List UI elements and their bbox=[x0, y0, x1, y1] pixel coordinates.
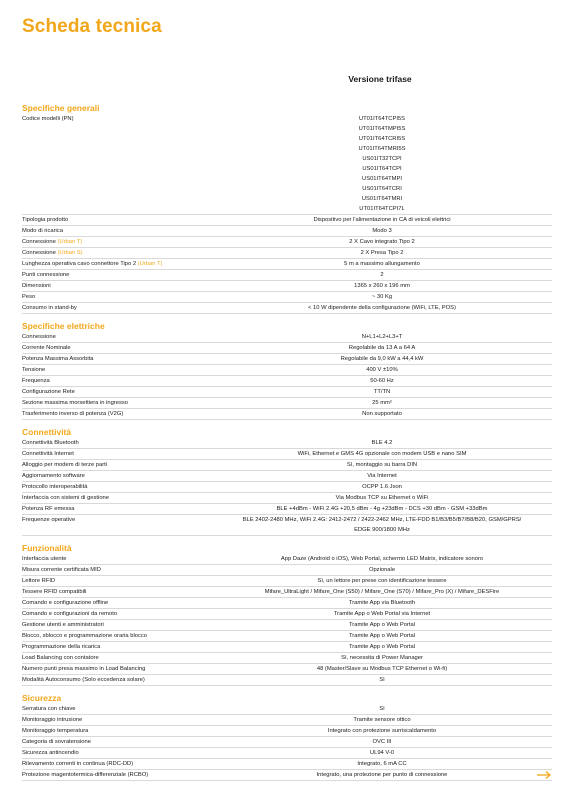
spec-label-text: Connettività Bluetooth bbox=[22, 440, 79, 446]
spec-label bbox=[22, 281, 212, 291]
spec-row bbox=[22, 504, 552, 515]
spec-value bbox=[212, 376, 552, 386]
spec-table bbox=[22, 102, 552, 781]
spec-label-text: Misura corrente certificata MID bbox=[22, 567, 101, 573]
spec-label bbox=[22, 292, 212, 302]
spec-label bbox=[22, 565, 212, 575]
spec-label bbox=[22, 460, 212, 470]
spec-value bbox=[212, 653, 552, 663]
spec-label bbox=[22, 504, 212, 514]
spec-value-line: 2 X Cavo integrato Tipo 2 bbox=[349, 239, 415, 245]
spec-row bbox=[22, 471, 552, 482]
spec-row bbox=[22, 365, 552, 376]
spec-value bbox=[212, 438, 552, 448]
spec-value-line: BLE 4.2 bbox=[371, 440, 393, 446]
spec-label-text: Connessione bbox=[22, 250, 56, 256]
spec-value-line: BLE +4dBm - WiFi 2.4G +20,5 dBm - 4g +23dBm - DCS +30 dBm - GSM +33dBm bbox=[276, 506, 488, 512]
spec-value bbox=[212, 587, 552, 597]
column-header: Versione trifase bbox=[348, 74, 412, 84]
spec-row bbox=[22, 748, 552, 759]
spec-label-text: Connessione bbox=[22, 239, 56, 245]
spec-value-line: UT01IT64TMPI5S bbox=[358, 126, 406, 132]
spec-value-line: EDGE 900/1800 MHz bbox=[354, 527, 410, 533]
spec-label bbox=[22, 493, 212, 503]
spec-value bbox=[212, 515, 552, 535]
spec-label-text: Aggiornamento software bbox=[22, 473, 85, 479]
spec-label bbox=[22, 554, 212, 564]
spec-value-line: US01IT64TMRI bbox=[361, 196, 403, 202]
section-title: Specifiche elettriche bbox=[22, 321, 105, 331]
spec-value-line: Tramite App o Web Portal bbox=[348, 622, 416, 628]
spec-value bbox=[212, 471, 552, 481]
spec-label-text: Codice modelli (PN) bbox=[22, 116, 74, 122]
spec-label bbox=[22, 365, 212, 375]
spec-value bbox=[212, 576, 552, 586]
spec-label-text: Lettore RFID bbox=[22, 578, 56, 584]
spec-value-line: 400 V ±10% bbox=[366, 367, 398, 373]
spec-label-text: Punti connessione bbox=[22, 272, 70, 278]
spec-label-text: Connessione bbox=[22, 334, 56, 340]
arrow-right-icon[interactable] bbox=[536, 770, 552, 780]
spec-label bbox=[22, 598, 212, 608]
spec-value-line: Tramite App o Web Portal bbox=[348, 644, 416, 650]
spec-value-line: Tramite App o Web Portal via Internet bbox=[333, 611, 431, 617]
spec-label bbox=[22, 354, 212, 364]
spec-value-line: Opzionale bbox=[368, 567, 396, 573]
spec-label bbox=[22, 704, 212, 714]
spec-label-text: Frequenza bbox=[22, 378, 50, 384]
spec-value-line: Integrato, una protezione per punto di connessione bbox=[316, 772, 448, 778]
spec-label-text: Interfaccia con sistemi di gestione bbox=[22, 495, 109, 501]
spec-value-line: Sì bbox=[379, 677, 385, 683]
spec-label bbox=[22, 114, 212, 214]
spec-label bbox=[22, 664, 212, 674]
spec-label-text: Lunghezza operativa cavo connettore Tipo 2 bbox=[22, 261, 137, 267]
spec-value bbox=[212, 215, 552, 225]
spec-value-line: Via Modbus TCP su Ethernet o WiFi bbox=[335, 495, 429, 501]
spec-row bbox=[22, 292, 552, 303]
spec-value bbox=[212, 303, 552, 313]
spec-label-text: Corrente Nominale bbox=[22, 345, 71, 351]
spec-label bbox=[22, 576, 212, 586]
spec-row bbox=[22, 237, 552, 248]
spec-value-line: TT/TN bbox=[373, 389, 391, 395]
spec-label bbox=[22, 449, 212, 459]
spec-row bbox=[22, 449, 552, 460]
spec-value bbox=[212, 715, 552, 725]
spec-label bbox=[22, 620, 212, 630]
spec-label-text: Modalità Autoconsumo (Solo eccedenza solare) bbox=[22, 677, 145, 683]
spec-row bbox=[22, 482, 552, 493]
spec-value-line: Via Internet bbox=[367, 473, 397, 479]
spec-label-text: Potenza Massima Assorbita bbox=[22, 356, 94, 362]
spec-row bbox=[22, 259, 552, 270]
spec-value bbox=[212, 292, 552, 302]
spec-value-line: OCPP 1.6 Json bbox=[362, 484, 402, 490]
spec-label bbox=[22, 248, 212, 258]
spec-row bbox=[22, 354, 552, 365]
spec-value bbox=[212, 642, 552, 652]
spec-value bbox=[212, 387, 552, 397]
spec-value bbox=[212, 237, 552, 247]
spec-row bbox=[22, 226, 552, 237]
spec-value-line: WiFi, Ethernet e GMS 4G opzionale con modem USB e nano SIM bbox=[297, 451, 467, 457]
spec-value bbox=[212, 365, 552, 375]
spec-row bbox=[22, 554, 552, 565]
spec-row bbox=[22, 248, 552, 259]
section-title: Funzionalità bbox=[22, 543, 72, 553]
spec-row bbox=[22, 281, 552, 292]
spec-row bbox=[22, 332, 552, 343]
spec-label bbox=[22, 631, 212, 641]
spec-label bbox=[22, 215, 212, 225]
spec-label-text: Rilevamento correnti in continua (RDC-DD) bbox=[22, 761, 134, 767]
spec-value bbox=[212, 460, 552, 470]
spec-label-variant: (Urban T) bbox=[57, 239, 83, 245]
spec-label-text: Alloggio per modem di terze parti bbox=[22, 462, 108, 468]
spec-label-text: Peso bbox=[22, 294, 36, 300]
spec-value bbox=[212, 449, 552, 459]
spec-value-line: Integrato, 6 mA CC bbox=[357, 761, 407, 767]
spec-value-line: ~ 30 Kg bbox=[371, 294, 393, 300]
spec-value bbox=[212, 737, 552, 747]
spec-row bbox=[22, 515, 552, 536]
spec-value-line: N+L1+L2+L3+T bbox=[361, 334, 403, 340]
spec-value-line: UT01IT64TCPI7L bbox=[359, 206, 405, 212]
spec-value bbox=[212, 332, 552, 342]
spec-label-text: Frequenze operative bbox=[22, 517, 76, 523]
spec-label-text: Potenza RF emessa bbox=[22, 506, 75, 512]
spec-value bbox=[212, 482, 552, 492]
spec-label-text: Programmazione della ricarica bbox=[22, 644, 101, 650]
spec-row bbox=[22, 631, 552, 642]
spec-row bbox=[22, 387, 552, 398]
spec-value-line: Non supportato bbox=[362, 411, 402, 417]
spec-label-text: Comando e configurazione offline bbox=[22, 600, 109, 606]
spec-row bbox=[22, 409, 552, 420]
spec-label-text: Comando e configurazioni da remoto bbox=[22, 611, 118, 617]
spec-label-text: Protezione magentotermica-differenziale (RCBO) bbox=[22, 772, 149, 778]
spec-value-line: 50-60 Hz bbox=[370, 378, 394, 384]
spec-value bbox=[212, 609, 552, 619]
spec-label-text: Configurazione Rete bbox=[22, 389, 75, 395]
spec-value bbox=[212, 704, 552, 714]
spec-label bbox=[22, 398, 212, 408]
spec-value bbox=[212, 565, 552, 575]
spec-value bbox=[212, 554, 552, 564]
spec-value-line: UT01IT64TMRI5S bbox=[358, 146, 406, 152]
spec-label-text: Gestione utenti e amministratori bbox=[22, 622, 104, 628]
spec-row bbox=[22, 653, 552, 664]
spec-value-line: Mifare_UltraLight / Mifare_One (S50) / Mifare_One (S70) / Mifare_Pro (X) / Mifare_DESFire bbox=[264, 589, 500, 595]
spec-label bbox=[22, 726, 212, 736]
spec-value-line: 2 X Presa Tipo 2 bbox=[360, 250, 404, 256]
spec-label bbox=[22, 770, 212, 780]
spec-value bbox=[212, 409, 552, 419]
section-title: Specifiche generali bbox=[22, 103, 100, 113]
spec-label-text: Trasferimento inverso di potenza (V2G) bbox=[22, 411, 124, 417]
spec-value-line: Sì bbox=[379, 706, 385, 712]
spec-value-line: Tramite App via Bluetooth bbox=[348, 600, 416, 606]
spec-label bbox=[22, 471, 212, 481]
spec-value bbox=[212, 620, 552, 630]
spec-row bbox=[22, 715, 552, 726]
spec-row bbox=[22, 620, 552, 631]
spec-value-line: 25 mm² bbox=[372, 400, 392, 406]
spec-row bbox=[22, 438, 552, 449]
section-title: Sicurezza bbox=[22, 693, 62, 703]
spec-label bbox=[22, 748, 212, 758]
spec-label-variant: (Urban T) bbox=[137, 261, 163, 267]
spec-row bbox=[22, 770, 552, 781]
spec-value bbox=[212, 748, 552, 758]
spec-value bbox=[212, 598, 552, 608]
spec-label bbox=[22, 409, 212, 419]
spec-value-line: US01IT32TCPI bbox=[362, 156, 402, 162]
spec-value bbox=[212, 493, 552, 503]
spec-value-line: Sì, un lettore per prese con identificazione tessere bbox=[317, 578, 447, 584]
spec-label bbox=[22, 332, 212, 342]
spec-label bbox=[22, 737, 212, 747]
spec-label bbox=[22, 515, 212, 535]
spec-value-line: 48 (Master/Slave su Modbus TCP Ethernet o Wi-fi) bbox=[316, 666, 448, 672]
spec-label bbox=[22, 226, 212, 236]
spec-label-text: Monitoraggio intrusione bbox=[22, 717, 83, 723]
spec-label-text: Interfaccia utente bbox=[22, 556, 67, 562]
spec-label bbox=[22, 270, 212, 280]
spec-row bbox=[22, 303, 552, 314]
spec-label-text: Sezione massima morsettiera in ingresso bbox=[22, 400, 128, 406]
spec-value-line: 2 bbox=[380, 272, 384, 278]
spec-value-line: Tramite sensore ottico bbox=[353, 717, 411, 723]
spec-label bbox=[22, 343, 212, 353]
spec-value bbox=[212, 675, 552, 685]
spec-row bbox=[22, 215, 552, 226]
spec-value bbox=[212, 726, 552, 736]
spec-value-line: 1365 x 260 x 196 mm bbox=[354, 283, 410, 289]
spec-value bbox=[212, 114, 552, 214]
spec-value-line: Modo 3 bbox=[372, 228, 392, 234]
spec-row bbox=[22, 598, 552, 609]
spec-value-line: US01IT64TCRI bbox=[362, 186, 402, 192]
spec-row bbox=[22, 493, 552, 504]
spec-label-text: Modo di ricarica bbox=[22, 228, 63, 234]
spec-value-line: Regolabile da 9,0 kW a 44,4 kW bbox=[340, 356, 424, 362]
spec-value-line: < 10 W dipendente della configurazione (WiFi, LTE, POS) bbox=[308, 305, 456, 311]
spec-row bbox=[22, 759, 552, 770]
spec-row bbox=[22, 398, 552, 409]
spec-row bbox=[22, 114, 552, 215]
spec-row bbox=[22, 343, 552, 354]
spec-label-text: Serratura con chiave bbox=[22, 706, 76, 712]
spec-label bbox=[22, 259, 212, 269]
spec-value bbox=[212, 270, 552, 280]
spec-label bbox=[22, 438, 212, 448]
spec-value-line: Integrato con protezione surriscaldamento bbox=[327, 728, 437, 734]
spec-label-text: Tipologia prodotto bbox=[22, 217, 69, 223]
spec-label bbox=[22, 587, 212, 597]
spec-value bbox=[212, 770, 552, 780]
spec-row bbox=[22, 737, 552, 748]
spec-row bbox=[22, 270, 552, 281]
page-title: Scheda tecnica bbox=[22, 16, 162, 37]
spec-label-text: Connettività Internet bbox=[22, 451, 74, 457]
spec-value bbox=[212, 248, 552, 258]
spec-value bbox=[212, 664, 552, 674]
spec-label bbox=[22, 237, 212, 247]
spec-label-text: Load Balancing con contatore bbox=[22, 655, 99, 661]
spec-value bbox=[212, 354, 552, 364]
spec-value bbox=[212, 226, 552, 236]
spec-label bbox=[22, 482, 212, 492]
spec-row bbox=[22, 460, 552, 471]
spec-value-line: Dispositivo per l'alimentazione in CA di veicoli elettrici bbox=[313, 217, 451, 223]
spec-row bbox=[22, 565, 552, 576]
spec-label-variant: (Urban S) bbox=[57, 250, 83, 256]
spec-value-line: UT01IT64TCPI5S bbox=[358, 116, 406, 122]
spec-value-line: Regolabile da 13 A a 64 A bbox=[348, 345, 416, 351]
spec-value-line: Sì, necessita di Power Manager bbox=[341, 655, 423, 661]
spec-label bbox=[22, 715, 212, 725]
spec-value bbox=[212, 631, 552, 641]
section-title: Connettività bbox=[22, 427, 72, 437]
spec-label bbox=[22, 759, 212, 769]
spec-value bbox=[212, 759, 552, 769]
spec-value-line: UL94 V-0 bbox=[369, 750, 395, 756]
spec-label-text: Tessere RFID compatibili bbox=[22, 589, 87, 595]
spec-label-text: Blocco, sblocco e programmazione oraria blocco bbox=[22, 633, 148, 639]
spec-row bbox=[22, 704, 552, 715]
spec-value-line: US01IT64TMPI bbox=[362, 176, 402, 182]
spec-value-line: Sì, montaggio su barra DIN bbox=[346, 462, 418, 468]
spec-label-text: Sicurezza antincendio bbox=[22, 750, 79, 756]
spec-label-text: Tensione bbox=[22, 367, 46, 373]
spec-value bbox=[212, 504, 552, 514]
spec-value bbox=[212, 259, 552, 269]
spec-label bbox=[22, 303, 212, 313]
spec-label-text: Protocollo interoperabilità bbox=[22, 484, 88, 490]
spec-row bbox=[22, 376, 552, 387]
spec-label-text: Dimensioni bbox=[22, 283, 51, 289]
spec-label bbox=[22, 387, 212, 397]
spec-row bbox=[22, 726, 552, 737]
spec-label bbox=[22, 609, 212, 619]
spec-label-text: Consumo in stand-by bbox=[22, 305, 77, 311]
spec-value-line: BLE 2402-2480 MHz, WiFi 2.4G: 2412-2472 / 2422-2462 MHz, LTE-FDD B1/B3/B5/B7/B8/B20, GSM/GPRS/ bbox=[242, 517, 522, 523]
spec-label bbox=[22, 653, 212, 663]
spec-value-line: OVC III bbox=[372, 739, 392, 745]
spec-value-line: App Daze (Android o iOS), Web Portal, schermo LED Matrix, indicatore sonoro bbox=[280, 556, 484, 562]
spec-row bbox=[22, 664, 552, 675]
spec-row bbox=[22, 576, 552, 587]
spec-value bbox=[212, 343, 552, 353]
spec-value-line: 5 m a massimo allungamento bbox=[344, 261, 420, 267]
spec-value-line: US01IT64TCPI bbox=[362, 166, 402, 172]
spec-label-text: Categoria di sovratensione bbox=[22, 739, 91, 745]
spec-row bbox=[22, 609, 552, 620]
spec-value bbox=[212, 281, 552, 291]
spec-row bbox=[22, 675, 552, 686]
spec-label bbox=[22, 642, 212, 652]
spec-label bbox=[22, 376, 212, 386]
spec-label-text: Monitoraggio temperatura bbox=[22, 728, 89, 734]
spec-row bbox=[22, 587, 552, 598]
spec-value-line: UT01IT64TCRI5S bbox=[358, 136, 406, 142]
spec-value bbox=[212, 398, 552, 408]
spec-label-text: Numero punti presa massimo in Load Balancing bbox=[22, 666, 146, 672]
spec-row bbox=[22, 642, 552, 653]
spec-label bbox=[22, 675, 212, 685]
spec-value-line: Tramite App o Web Portal bbox=[348, 633, 416, 639]
